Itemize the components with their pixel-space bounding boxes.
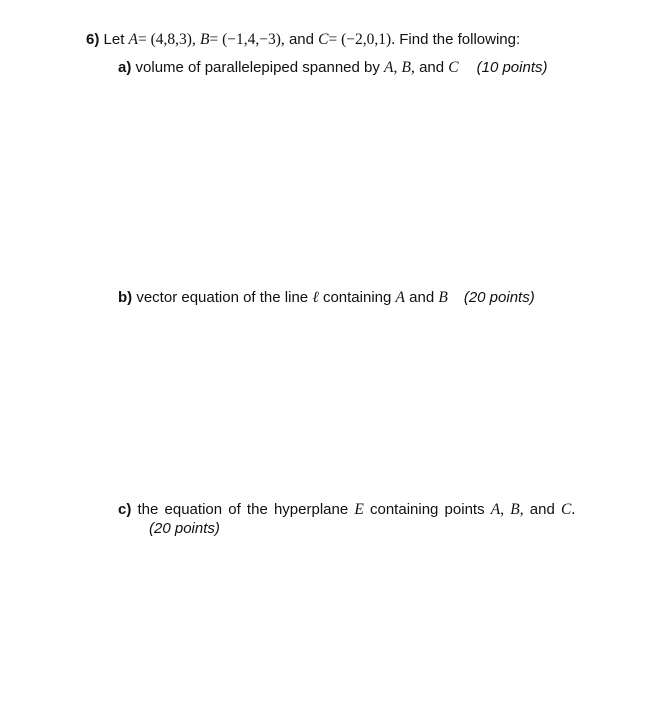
part-a-and: and xyxy=(419,59,445,76)
part-b-var-b: B xyxy=(438,289,448,306)
part-c-var-e: E xyxy=(354,501,364,518)
part-c-var-a: A xyxy=(490,501,501,518)
var-c: C xyxy=(318,31,329,48)
problem-statement xyxy=(86,31,520,49)
part-c: c) the equation of the hyperplane E containing points A, B, and C. xyxy=(118,501,576,518)
part-c-var-b: B xyxy=(510,501,520,518)
var-b: B xyxy=(200,31,210,48)
part-b-text: vector equation of the line xyxy=(136,289,309,306)
part-c-points: (20 points) xyxy=(149,520,220,537)
part-b-points: (20 points) xyxy=(463,289,535,306)
part-a: a) volume of parallelepiped spanned by A, B, and C (10 points) xyxy=(118,59,548,76)
part-c-points-line xyxy=(149,520,220,538)
part-a-var-a: A xyxy=(384,59,394,76)
part-a-label: a) xyxy=(118,59,132,76)
value-c: = (−2,0,1). xyxy=(328,31,396,48)
part-b-label: b) xyxy=(118,289,133,306)
part-c-label: c) xyxy=(118,501,132,518)
part-a-points: (10 points) xyxy=(476,59,548,76)
let-text: Let xyxy=(103,31,125,48)
part-a-var-b: B xyxy=(401,59,412,76)
part-b-ell: ℓ xyxy=(312,289,319,306)
part-a-var-c: C xyxy=(448,59,459,76)
part-c-text2: containing points xyxy=(370,501,485,518)
and-text: and xyxy=(288,31,314,48)
part-a-text: volume of parallelepiped spanned by xyxy=(135,59,380,76)
part-c-var-c: C xyxy=(561,501,572,518)
problem-number: 6) xyxy=(86,31,100,48)
var-a: A xyxy=(128,31,139,48)
part-b-text2: containing xyxy=(322,289,392,306)
part-b-and: and xyxy=(409,289,435,306)
part-c-and: and xyxy=(529,501,555,518)
part-b xyxy=(118,289,535,307)
value-b: = (−1,4,−3), xyxy=(209,31,285,48)
part-c-text: the equation of the hyperplane xyxy=(137,501,349,518)
value-a: = (4,8,3), xyxy=(138,31,196,48)
find-text: Find the following: xyxy=(399,31,521,48)
part-b-var-a: A xyxy=(395,289,405,306)
